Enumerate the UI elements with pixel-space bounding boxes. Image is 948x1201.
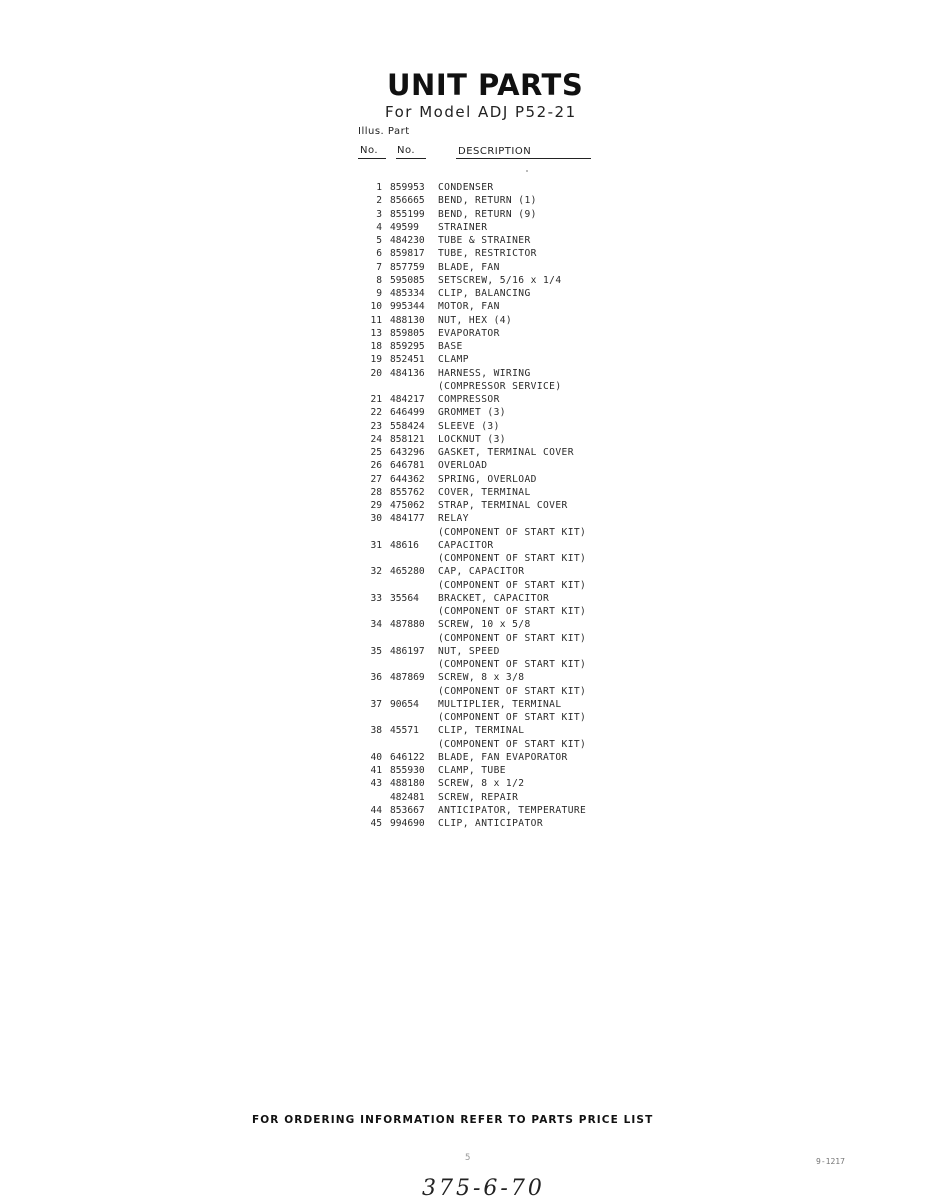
part-no: 855199 (390, 208, 425, 220)
parts-row (358, 314, 618, 327)
part-no: 482481 (390, 791, 425, 803)
parts-row (358, 791, 618, 804)
part-description: TUBE & STRAINER (438, 235, 531, 246)
part-no: 484177 (390, 513, 425, 525)
header-rule (358, 158, 386, 159)
parts-row (358, 261, 618, 274)
part-no: 855762 (390, 486, 425, 498)
part-description: SCREW, 8 x 3/8 (438, 672, 525, 684)
illus-no: 32 (370, 566, 382, 578)
illus-no: 7 (376, 261, 382, 273)
part-no: 475062 (390, 500, 425, 511)
parts-row (358, 592, 618, 605)
part-description: (COMPONENT OF START KIT) (438, 659, 587, 670)
illus-no: 11 (370, 314, 382, 326)
illus-no: 37 (370, 698, 382, 710)
parts-row (358, 526, 618, 539)
illus-no: 27 (370, 473, 382, 485)
illus-no: 38 (370, 725, 382, 737)
illus-no: 5 (376, 235, 382, 246)
column-header-part-no: No. (397, 145, 416, 156)
part-description: RELAY (438, 513, 469, 525)
part-no: 859953 (390, 182, 425, 193)
part-description: BLADE, FAN (438, 261, 500, 273)
column-header-illus-no: No. (360, 145, 379, 156)
parts-row (358, 433, 618, 446)
part-description: (COMPRESSOR SERVICE) (438, 380, 562, 392)
parts-row (358, 671, 618, 684)
parts-row (358, 698, 618, 711)
illus-no: 13 (370, 327, 382, 339)
part-no: 646122 (390, 751, 425, 763)
parts-row (358, 380, 618, 393)
parts-row (358, 446, 618, 459)
part-description: BASE (438, 341, 463, 352)
column-header-description: DESCRIPTION (458, 146, 532, 157)
part-description: GASKET, TERMINAL COVER (438, 447, 574, 458)
parts-row (358, 724, 618, 737)
parts-row (358, 340, 618, 353)
part-no: 48616 (390, 539, 419, 551)
parts-row (358, 327, 618, 340)
parts-row (358, 353, 618, 366)
part-description: MOTOR, FAN (438, 301, 500, 313)
parts-row (358, 287, 618, 300)
parts-row (358, 274, 618, 287)
part-no: 465280 (390, 566, 425, 578)
parts-row (358, 645, 618, 658)
part-no: 486197 (390, 645, 425, 657)
part-no: 45571 (390, 725, 419, 737)
part-description: BEND, RETURN (9) (438, 208, 537, 220)
part-no: 558424 (390, 420, 425, 432)
part-description: TUBE, RESTRICTOR (438, 248, 537, 260)
parts-row (358, 711, 618, 724)
column-header-illus-part: Illus. Part (358, 126, 410, 137)
part-description: SCREW, 10 x 5/8 (438, 619, 531, 631)
part-description: (COMPONENT OF START KIT) (438, 606, 587, 617)
illus-no: 2 (376, 195, 382, 207)
part-description: CLIP, ANTICIPATOR (438, 818, 543, 829)
parts-row (358, 512, 618, 525)
parts-row (358, 751, 618, 764)
illus-no: 45 (370, 818, 382, 829)
part-no: 994690 (390, 818, 425, 829)
parts-row (358, 499, 618, 512)
part-description: EVAPORATOR (438, 327, 500, 339)
parts-row (358, 406, 618, 419)
illus-no: 41 (370, 765, 382, 776)
part-description: CLAMP, TUBE (438, 765, 506, 776)
part-no: 488180 (390, 778, 425, 790)
part-description: SLEEVE (3) (438, 420, 500, 432)
parts-row (358, 685, 618, 698)
ordering-note: FOR ORDERING INFORMATION REFER TO PARTS PRICE LIST (252, 1114, 654, 1126)
parts-row (358, 539, 618, 552)
parts-row (358, 579, 618, 592)
parts-row (358, 181, 618, 194)
part-no: 643296 (390, 447, 425, 458)
part-description: LOCKNUT (3) (438, 433, 506, 445)
part-description: (COMPONENT OF START KIT) (438, 712, 587, 723)
parts-row (358, 565, 618, 578)
parts-row (358, 300, 618, 313)
part-description: SCREW, 8 x 1/2 (438, 778, 525, 790)
parts-list (358, 181, 618, 830)
illus-no: 18 (370, 341, 382, 352)
part-description: NUT, HEX (4) (438, 314, 513, 326)
illus-no: 10 (370, 301, 382, 313)
page-title: UNIT PARTS (387, 68, 584, 102)
illus-no: 29 (370, 500, 382, 511)
part-no: 646499 (390, 407, 425, 419)
part-no: 853667 (390, 804, 425, 816)
part-description: STRAP, TERMINAL COVER (438, 500, 568, 511)
part-description: MULTIPLIER, TERMINAL (438, 698, 562, 710)
parts-row (358, 764, 618, 777)
part-no: 484136 (390, 367, 425, 379)
part-no: 857759 (390, 261, 425, 273)
part-description: SCREW, REPAIR (438, 791, 519, 803)
part-description: SETSCREW, 5/16 x 1/4 (438, 274, 562, 286)
part-description: BEND, RETURN (1) (438, 195, 537, 207)
part-no: 488130 (390, 314, 425, 326)
page-mark: 5 (465, 1153, 471, 1163)
part-no: 485334 (390, 288, 425, 299)
part-description: HARNESS, WIRING (438, 367, 531, 379)
part-no: 858121 (390, 433, 425, 445)
illus-no: 4 (376, 221, 382, 233)
part-description: (COMPONENT OF START KIT) (438, 579, 587, 591)
parts-row (358, 194, 618, 207)
part-description: (COMPONENT OF START KIT) (438, 526, 587, 538)
parts-row (358, 420, 618, 433)
part-no: 90654 (390, 698, 419, 710)
part-description: (COMPONENT OF START KIT) (438, 738, 587, 750)
handwritten-note: 375-6-70 (422, 1176, 545, 1201)
part-no: 487869 (390, 672, 425, 684)
part-description: CAP, CAPACITOR (438, 566, 525, 578)
parts-row (358, 618, 618, 631)
model-subtitle: For Model ADJ P52-21 (385, 103, 577, 121)
part-no: 859805 (390, 327, 425, 339)
part-description: ANTICIPATOR, TEMPERATURE (438, 804, 587, 816)
parts-row (358, 221, 618, 234)
illus-no: 35 (370, 645, 382, 657)
part-description: NUT, SPEED (438, 645, 500, 657)
illus-no: 43 (370, 778, 382, 790)
parts-row (358, 605, 618, 618)
illus-no: 26 (370, 460, 382, 472)
parts-row (358, 459, 618, 472)
part-no: 995344 (390, 301, 425, 313)
illus-no: 40 (370, 751, 382, 763)
part-description: BRACKET, CAPACITOR (438, 592, 550, 604)
illus-no: 31 (370, 539, 382, 551)
illus-no: 20 (370, 367, 382, 379)
part-description: CAPACITOR (438, 539, 494, 551)
parts-row (358, 658, 618, 671)
part-no: 35564 (390, 592, 419, 604)
parts-row (358, 777, 618, 790)
parts-row (358, 208, 618, 221)
part-no: 644362 (390, 473, 425, 485)
part-no: 487880 (390, 619, 425, 631)
part-no: 646781 (390, 460, 425, 472)
illus-no: 34 (370, 619, 382, 631)
document-code: 9-1217 (816, 1157, 845, 1166)
illus-no: 44 (370, 804, 382, 816)
parts-row (358, 738, 618, 751)
parts-row (358, 632, 618, 645)
header-rule (396, 158, 426, 159)
illus-no: 36 (370, 672, 382, 684)
part-description: (COMPONENT OF START KIT) (438, 632, 587, 644)
part-description: STRAINER (438, 221, 488, 233)
illus-no: 19 (370, 354, 382, 366)
parts-row (358, 234, 618, 247)
part-description: SPRING, OVERLOAD (438, 473, 537, 485)
illus-no: 33 (370, 592, 382, 604)
parts-row (358, 552, 618, 565)
part-description: CLIP, TERMINAL (438, 725, 525, 737)
illus-no: 22 (370, 407, 382, 419)
illus-no: 23 (370, 420, 382, 432)
part-description: COMPRESSOR (438, 394, 500, 405)
part-description: BLADE, FAN EVAPORATOR (438, 751, 568, 763)
part-no: 859295 (390, 341, 425, 352)
parts-row (358, 393, 618, 406)
part-description: COVER, TERMINAL (438, 486, 531, 498)
parts-row (358, 473, 618, 486)
illus-no: 25 (370, 447, 382, 458)
illus-no: 6 (376, 248, 382, 260)
part-no: 49599 (390, 221, 419, 233)
parts-row (358, 817, 618, 830)
part-description: CLIP, BALANCING (438, 288, 531, 299)
part-no: 484217 (390, 394, 425, 405)
part-description: CLAMP (438, 354, 469, 366)
part-description: OVERLOAD (438, 460, 488, 472)
part-no: 595085 (390, 274, 425, 286)
part-no: 856665 (390, 195, 425, 207)
parts-row (358, 367, 618, 380)
part-no: 852451 (390, 354, 425, 366)
part-description: (COMPONENT OF START KIT) (438, 685, 587, 697)
part-description: CONDENSER (438, 182, 494, 193)
part-no: 859817 (390, 248, 425, 260)
part-description: (COMPONENT OF START KIT) (438, 553, 587, 564)
parts-row (358, 486, 618, 499)
parts-row (358, 804, 618, 817)
illus-no: 8 (376, 274, 382, 286)
part-no: 484230 (390, 235, 425, 246)
part-description: GROMMET (3) (438, 407, 506, 419)
illus-no: 28 (370, 486, 382, 498)
illus-no: 21 (370, 394, 382, 405)
scan-speck (526, 170, 528, 172)
illus-no: 3 (376, 208, 382, 220)
illus-no: 9 (376, 288, 382, 299)
header-rule (456, 158, 591, 159)
illus-no: 1 (376, 182, 382, 193)
parts-row (358, 247, 618, 260)
illus-no: 24 (370, 433, 382, 445)
illus-no: 30 (370, 513, 382, 525)
part-no: 855930 (390, 765, 425, 776)
